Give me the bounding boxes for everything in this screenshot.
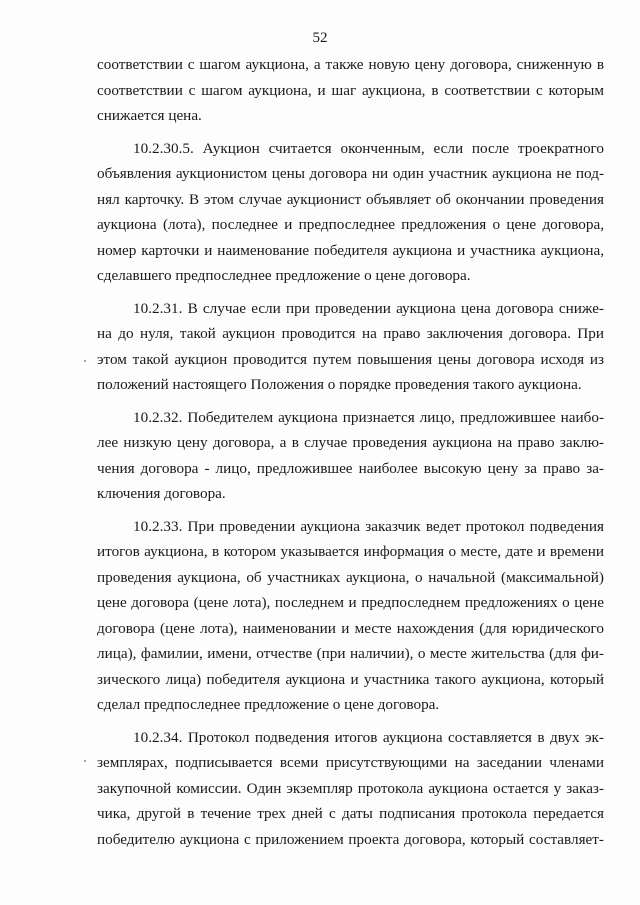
text-line: ключения договора. — [97, 485, 226, 502]
paragraph-10-2-32 — [97, 405, 604, 507]
text-line: на до нуля, такой аукцион проводится на право заключения договора. При — [97, 325, 604, 342]
text-line: проведения аукциона, об участниках аукциона, о начальной (максимальной) — [97, 568, 604, 586]
page-number: 52 — [312, 30, 328, 46]
text-line: земплярах, подписывается всеми присутствующими на заседании членами — [97, 754, 604, 771]
text-line: закупочной комиссии. Один экземпляр протокола аукциона остается у заказ- — [97, 779, 604, 797]
text-line: номер карточки и наименование победителя аукциона и участника аукциона, — [97, 241, 604, 259]
text-line: сделал предпоследнее предложение о цене договора. — [97, 696, 440, 713]
text-line: нял карточку. В этом случае аукционист объявляет об окончании проведения — [97, 190, 604, 208]
text-line: итогов аукциона, в котором указывается информация о месте, дате и времени — [97, 543, 604, 560]
text-line: цене договора (цене лота), последнем и предпоследнем предложениях о цене — [97, 594, 604, 611]
text-line: 10.2.34. Протокол подведения итогов аукциона составляется в двух эк- — [133, 728, 604, 746]
scan-mark — [84, 760, 86, 762]
paragraph-continuation — [97, 52, 604, 129]
text-line: 10.2.33. При проведении аукциона заказчик ведет протокол подведения — [133, 517, 604, 535]
text-line: снижается цена. — [97, 107, 202, 124]
text-line: соответствии с шагом аукциона, и шаг аукциона, в соответствии с которым — [97, 81, 604, 99]
text-line: победителю аукциона с приложением проекта договора, который составляет- — [97, 830, 604, 848]
text-line: объявления аукционистом цены договора ни один участник аукциона не под- — [97, 165, 604, 182]
text-line: лее низкую цену договора, а в случае проведения аукциона на право заклю- — [97, 434, 604, 451]
text-line: лица), фамилии, имени, отчестве (при наличии), о месте жительства (для фи- — [97, 645, 604, 662]
text-line: 10.2.31. В случае если при проведении аукциона цена договора сниже- — [133, 299, 604, 317]
text-line: соответствии с шагом аукциона, а также новую цену договора, сниженную в — [97, 56, 604, 73]
text-line: этом такой аукцион проводится путем повышения цены договора исходя из — [97, 350, 604, 368]
text-line: положений настоящего Положения о порядке проведения такого аукциона. — [97, 376, 582, 393]
paragraph-10-2-30-5 — [97, 136, 604, 289]
paragraph-10-2-34 — [97, 725, 604, 853]
text-line: договора (цене лота), наименовании и месте нахождения (для юридического — [97, 619, 604, 637]
document-body — [97, 52, 604, 852]
paragraph-10-2-33 — [97, 514, 604, 718]
text-line: сделавшего предпоследнее предложение о цене договора. — [97, 267, 471, 284]
text-line: 10.2.32. Победителем аукциона признается лицо, предложившее наибо- — [133, 408, 604, 426]
text-line: аукциона (лота), последнее и предпоследнее предложения о цене договора, — [97, 216, 604, 233]
text-line: чения договора - лицо, предложившее наиболее высокую цену за право за- — [97, 459, 604, 477]
paragraph-10-2-31 — [97, 296, 604, 398]
text-line: зического лица) победителя аукциона и участника такого аукциона, который — [97, 670, 604, 688]
text-line: 10.2.30.5. Аукцион считается оконченным, если после троекратного — [133, 139, 604, 157]
text-line: чика, другой в течение трех дней с даты подписания протокола передается — [97, 805, 604, 822]
scan-mark — [84, 360, 86, 362]
